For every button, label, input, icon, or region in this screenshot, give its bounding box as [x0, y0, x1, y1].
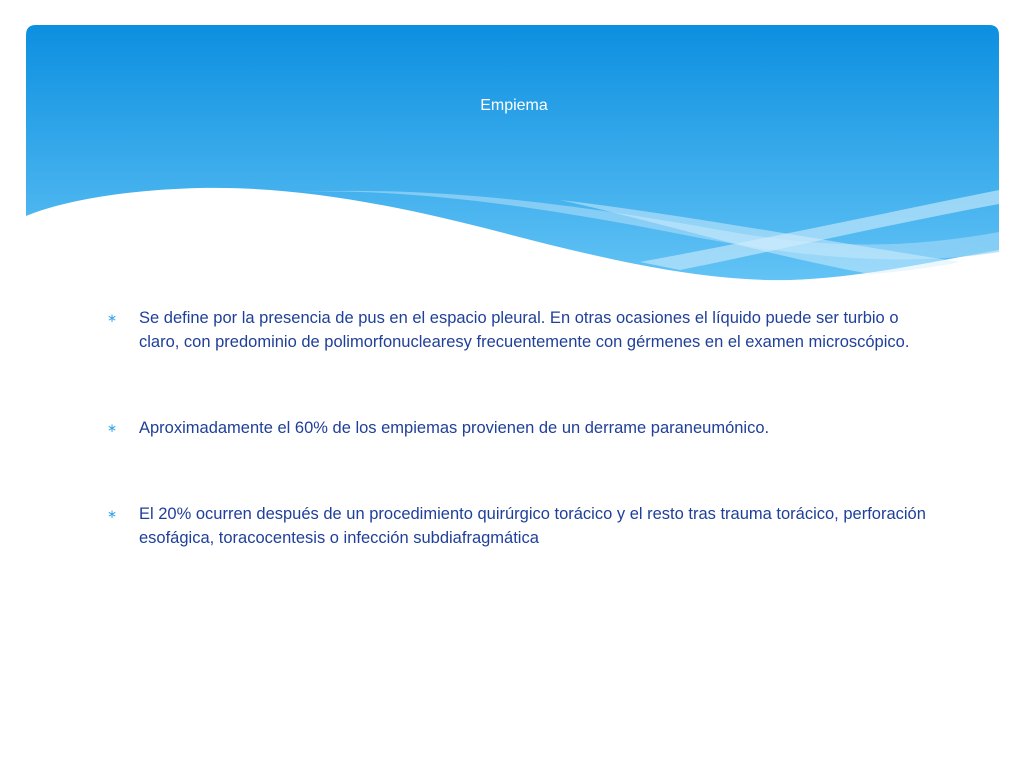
bullet-asterisk-icon: ∗	[107, 421, 118, 435]
header-banner	[0, 0, 1024, 300]
bullet-item	[104, 416, 934, 440]
banner-shape	[26, 25, 999, 280]
bullet-item	[104, 306, 934, 354]
wave-decoration	[0, 0, 1024, 300]
bullet-item	[104, 502, 934, 550]
bullet-text: Se define por la presencia de pus en el espacio pleural. En otras ocasiones el líquido puede ser turbio o claro, con predominio de polimorfonuclearesy frecuentemente con gérmenes en el examen microscópico.	[139, 309, 910, 351]
bullet-asterisk-icon: ∗	[107, 311, 118, 325]
slide-title: Empiema	[480, 97, 548, 114]
bullet-asterisk-icon: ∗	[107, 507, 118, 521]
bullet-text: El 20% ocurren después de un procedimiento quirúrgico torácico y el resto tras trauma torácico, perforación esofágica, toracocentesis o infección subdiafragmática	[139, 505, 926, 547]
bullet-list	[104, 306, 934, 550]
bullet-text: Aproximadamente el 60% de los empiemas provienen de un derrame paraneumónico.	[139, 419, 770, 437]
